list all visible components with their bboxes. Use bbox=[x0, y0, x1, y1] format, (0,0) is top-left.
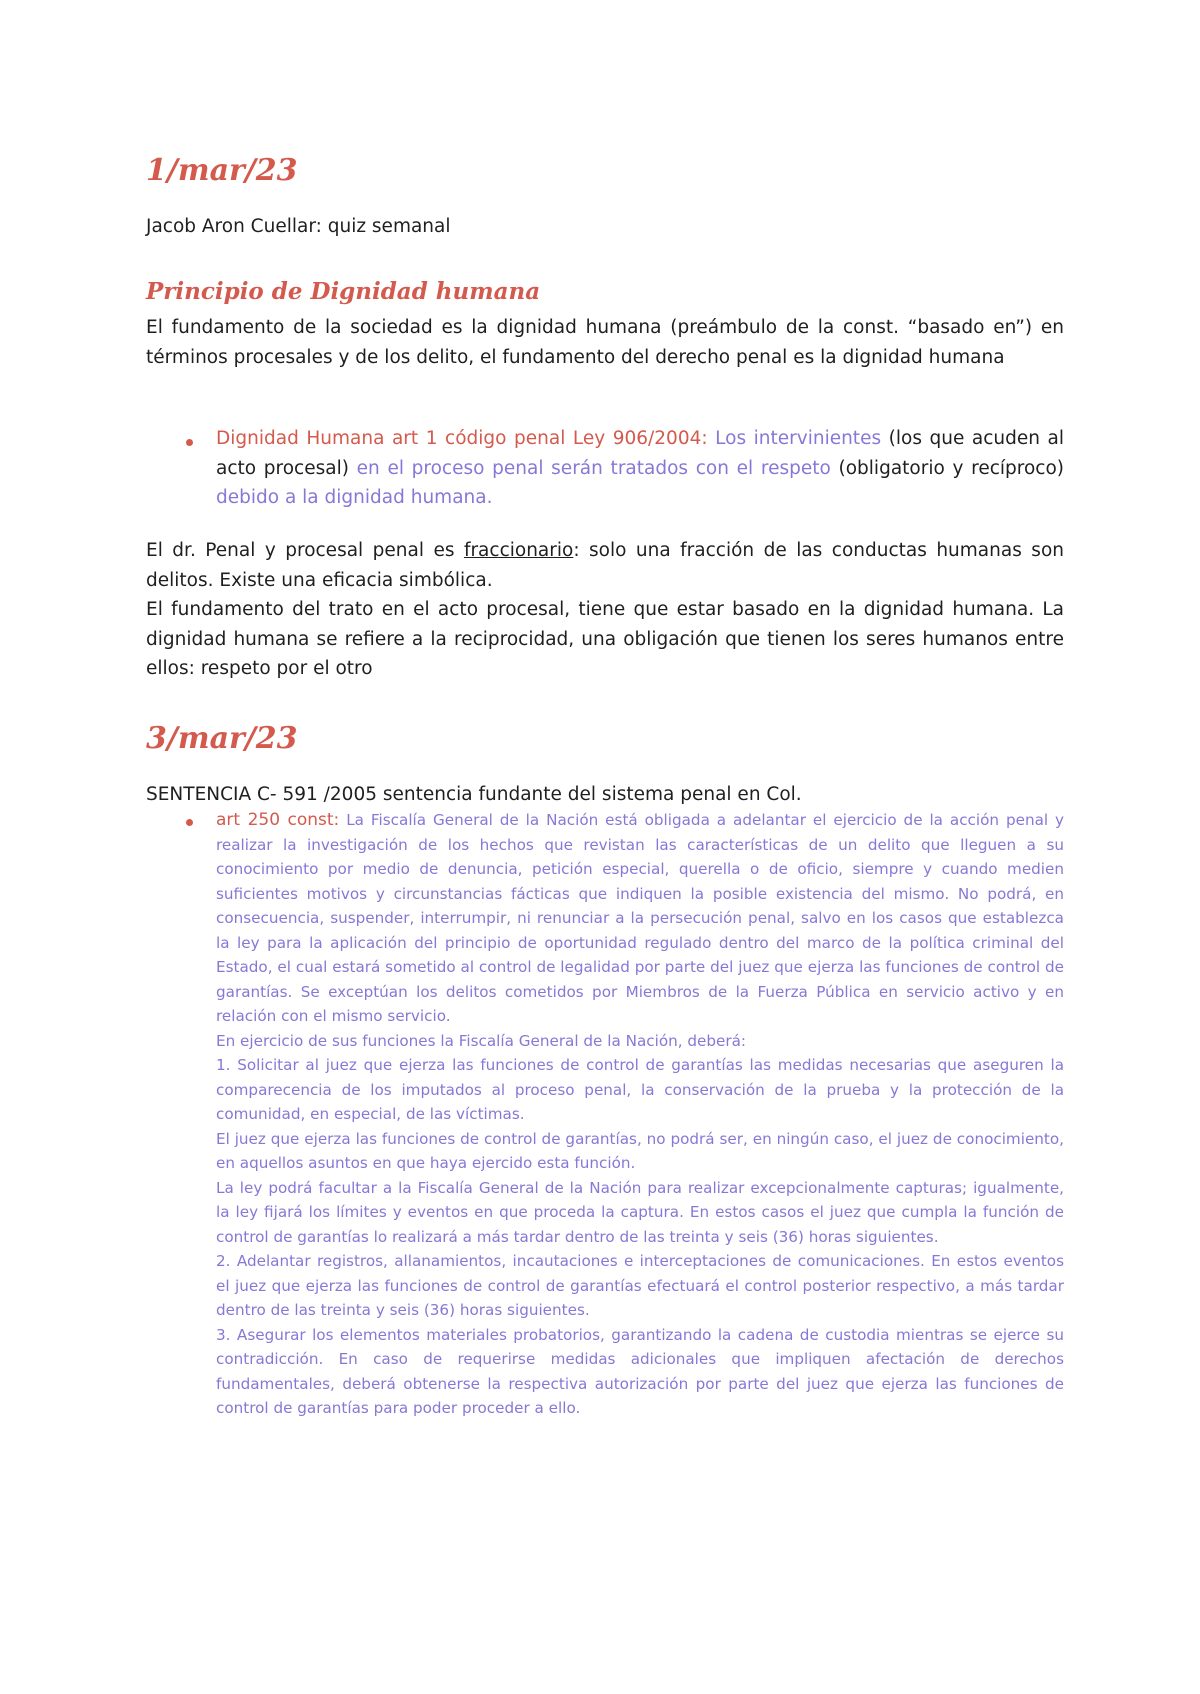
paragraph-fundamento-text: El fundamento de la sociedad es la dignidad humana (preámbulo de la const. “basado en”) en términos procesales y de los delito, el fundamento del derecho penal es la dignidad humana bbox=[146, 317, 1064, 368]
art250-paragraph-2: En ejercicio de sus funciones la Fiscalía General de la Nación, deberá: bbox=[216, 1031, 747, 1050]
bullet-text-proceso: en el proceso penal serán tratados con el respeto bbox=[348, 457, 831, 479]
fraccionario-underlined: fraccionario bbox=[463, 540, 574, 561]
date-heading-1: 1/mar/23 bbox=[146, 153, 298, 188]
bullet-dot bbox=[186, 819, 193, 826]
date-heading-2: 3/mar/23 bbox=[146, 721, 298, 756]
fraccionario-after: : solo una fracción de las conductas humanas son delitos. Existe una eficacia simbólica. bbox=[146, 540, 1064, 591]
paragraph-fundamento bbox=[146, 313, 1064, 372]
bullet-text-obligatorio: (obligatorio y recíproco) bbox=[830, 457, 1065, 479]
art250-paragraph-3: 1. Solicitar al juez que ejerza las funciones de control de garantías las medidas necesarias que aseguren la comparecencia de los imputados al proceso penal, la conservación de la prueba y la protección de la comunidad, en especial, de las víctimas. bbox=[216, 1056, 1064, 1123]
fraccionario-before: El dr. Penal y procesal penal es bbox=[146, 540, 464, 561]
paragraph-trato: El fundamento del trato en el acto procesal, tiene que estar basado en la dignidad humana. La dignidad humana se refiere a la reciprocidad, una obligación que tienen los seres humanos entre ellos: respeto por el otro bbox=[146, 599, 1064, 679]
bullet-art-250 bbox=[216, 808, 1064, 1421]
bullet-text-intervinientes: Los intervinientes bbox=[707, 428, 882, 449]
art250-paragraph-7: 3. Asegurar los elementos materiales probatorios, garantizando la cadena de custodia mientras se ejerce su contradicción. En caso de requerirse medidas adicionales que impliquen afectación de derechos fundamentales, deberá obtenerse la respectiva autorización por parte del juez que ejerza las funciones de control de garantías para poder proceder a ello. bbox=[216, 1325, 1064, 1417]
author-line: Jacob Aron Cuellar: quiz semanal bbox=[146, 216, 451, 237]
section-heading-dignidad: Principio de Dignidad humana bbox=[146, 278, 541, 305]
bullet-dignidad-humana bbox=[216, 424, 1064, 513]
art250-paragraph-1 bbox=[216, 808, 1064, 1029]
bullet-text-debido: debido a la dignidad humana. bbox=[216, 487, 493, 508]
bullet-text-acuden: (los que acuden al acto procesal) bbox=[216, 428, 1065, 479]
bullet-title: Dignidad Humana art 1 código penal Ley 906/2004: bbox=[216, 428, 708, 449]
art250-paragraph-6: 2. Adelantar registros, allanamientos, incautaciones e interceptaciones de comunicaciones. En estos eventos el juez que ejerza las funciones de control de garantías efectuará el control posterior respectivo, a más tardar dentro de las treinta y seis (36) horas siguientes. bbox=[216, 1252, 1064, 1319]
art250-text-1: La Fiscalía General de la Nación está obligada a adelantar el ejercicio de la acción penal y realizar la investigación de los hechos que revistan las características de un delito que lleguen a su conocimiento por medio de denuncia, petición especial, querella o de oficio, siempre y cuando medien suficientes motivos y circunstancias fácticas que indiquen la posible existencia del mismo. No podrá, en consecuencia, suspender, interrumpir, ni renunciar a la persecución penal, salvo en los casos que establezca la ley para la aplicación del principio de oportunidad regulado dentro del marco de la política criminal del Estado, el cual estará sometido al control de legalidad por parte del juez que ejerza las funciones de control de garantías. Se exceptúan los delitos cometidos por Miembros de la Fuerza Pública en servicio activo y en relación con el mismo servicio. bbox=[216, 811, 1065, 1025]
paragraph-fraccionario bbox=[146, 536, 1064, 595]
art250-paragraph-5: La ley podrá facultar a la Fiscalía General de la Nación para realizar excepcionalmente capturas; igualmente, la ley fijará los límites y eventos en que proceda la captura. En estos casos el juez que cumpla la función de control de garantías lo realizará a más tardar dentro de las treinta y seis (36) horas siguientes. bbox=[216, 1178, 1064, 1246]
sentencia-line: SENTENCIA C- 591 /2005 sentencia fundante del sistema penal en Col. bbox=[146, 784, 802, 805]
art250-title: art 250 const: bbox=[216, 810, 340, 830]
bullet-dot bbox=[186, 439, 193, 446]
art250-paragraph-4: El juez que ejerza las funciones de control de garantías, no podrá ser, en ningún caso, el juez de conocimiento, en aquellos asuntos en que haya ejercido esta función. bbox=[216, 1129, 1064, 1172]
